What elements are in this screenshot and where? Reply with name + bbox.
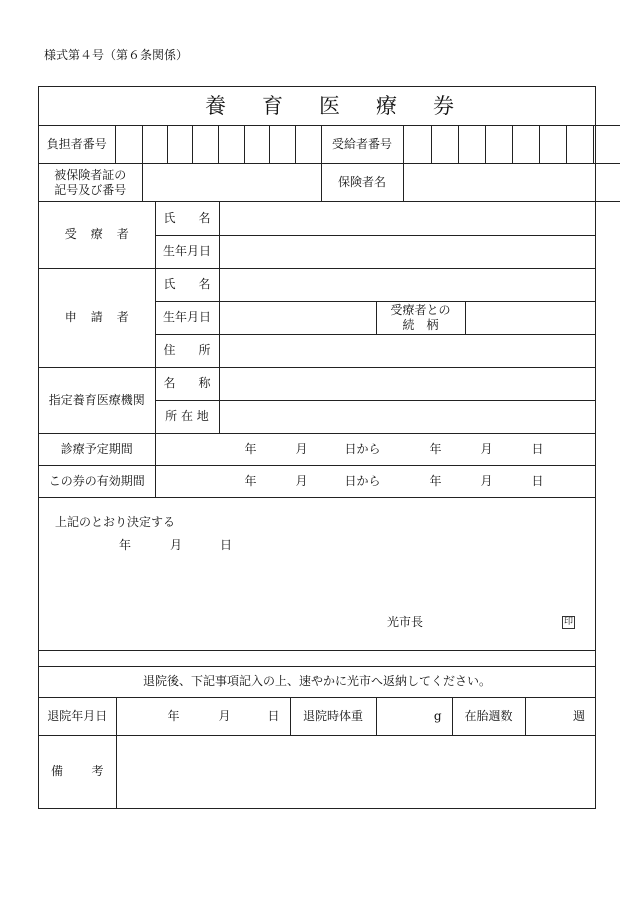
recipient-number-digit[interactable]: [485, 126, 512, 164]
insurer-name-field[interactable]: [403, 164, 620, 202]
recipient-number-digit[interactable]: [566, 126, 593, 164]
decision-month: 月: [170, 537, 183, 552]
payer-number-digit[interactable]: [142, 126, 167, 164]
recipient-number-label: 受給者番号: [321, 126, 403, 164]
treatment-period-label: 診療予定期間: [39, 433, 155, 465]
form-title: 養 育 医 療 券: [39, 87, 620, 126]
remarks-field[interactable]: [116, 735, 595, 808]
applicant-address-label: 住 所: [155, 334, 219, 367]
spacer-row: [39, 650, 595, 666]
relationship-field[interactable]: [465, 301, 595, 334]
payer-number-digit[interactable]: [269, 126, 295, 164]
recipient-number-digit[interactable]: [403, 126, 431, 164]
form-number-label: 様式第４号（第６条関係）: [44, 48, 189, 62]
applicant-address-field[interactable]: [219, 334, 595, 367]
form-upper-table: [39, 87, 620, 202]
decision-day: 日: [220, 537, 233, 552]
institution-label: 指定養育医療機関: [39, 367, 155, 433]
discharge-weight-field[interactable]: g: [376, 698, 452, 736]
gestation-weeks-label: 在胎週数: [452, 698, 525, 736]
remarks-label: 備 考: [39, 735, 116, 808]
mayor-title: 光市長: [387, 614, 424, 629]
relationship-label: 受療者との 続 柄: [376, 301, 465, 334]
payer-number-digit[interactable]: [218, 126, 244, 164]
decision-year: 年: [119, 537, 132, 552]
recipient-number-digit[interactable]: [458, 126, 485, 164]
insurer-name-label: 保険者名: [321, 164, 403, 202]
applicant-section-label: 申 請 者: [39, 268, 155, 367]
gestation-weeks-field[interactable]: 週: [525, 698, 595, 736]
recipient-number-digit[interactable]: [593, 126, 620, 164]
discharge-date-field[interactable]: 年 月 日: [116, 698, 290, 736]
discharge-date-label: 退院年月日: [39, 698, 116, 736]
payer-number-digit[interactable]: [244, 126, 269, 164]
return-notice: 退院後、下記事項記入の上、速やかに光市へ返納してください。: [39, 666, 595, 697]
patient-birth-label: 生年月日: [155, 235, 219, 268]
insurance-card-field[interactable]: [142, 164, 321, 202]
validity-period-field[interactable]: 年 月 日から 年 月 日: [155, 465, 595, 497]
recipient-number-digit[interactable]: [431, 126, 458, 164]
institution-name-field[interactable]: [219, 367, 595, 400]
patient-name-field[interactable]: [219, 202, 595, 235]
payer-number-digit[interactable]: [295, 126, 321, 164]
applicant-birth-label: 生年月日: [155, 301, 219, 334]
applicant-name-field[interactable]: [219, 268, 595, 301]
patient-name-label: 氏 名: [155, 202, 219, 235]
medical-care-voucher-form: [38, 86, 596, 809]
institution-location-label: 所 在 地: [155, 400, 219, 433]
recipient-number-digit[interactable]: [539, 126, 566, 164]
decision-text: 上記のとおり決定する: [55, 514, 176, 529]
applicant-name-label: 氏 名: [155, 268, 219, 301]
payer-number-digit[interactable]: [192, 126, 218, 164]
decision-block: [39, 497, 595, 650]
institution-location-field[interactable]: [219, 400, 595, 433]
payer-number-digit[interactable]: [167, 126, 192, 164]
form-lower-table: [39, 698, 595, 808]
discharge-weight-label: 退院時体重: [290, 698, 376, 736]
seal-mark: 印: [563, 616, 573, 627]
treatment-period-field[interactable]: 年 月 日から 年 月 日: [155, 433, 595, 465]
patient-section-label: 受 療 者: [39, 202, 155, 268]
patient-birth-field[interactable]: [219, 235, 595, 268]
form-middle-table: [39, 202, 595, 698]
applicant-birth-field[interactable]: [219, 301, 376, 334]
payer-number-digit[interactable]: [115, 126, 142, 164]
institution-name-label: 名 称: [155, 367, 219, 400]
recipient-number-digit[interactable]: [512, 126, 539, 164]
payer-number-label: 負担者番号: [39, 126, 115, 164]
insurance-card-label: 被保険者証の 記号及び番号: [39, 164, 142, 202]
validity-period-label: この券の有効期間: [39, 465, 155, 497]
